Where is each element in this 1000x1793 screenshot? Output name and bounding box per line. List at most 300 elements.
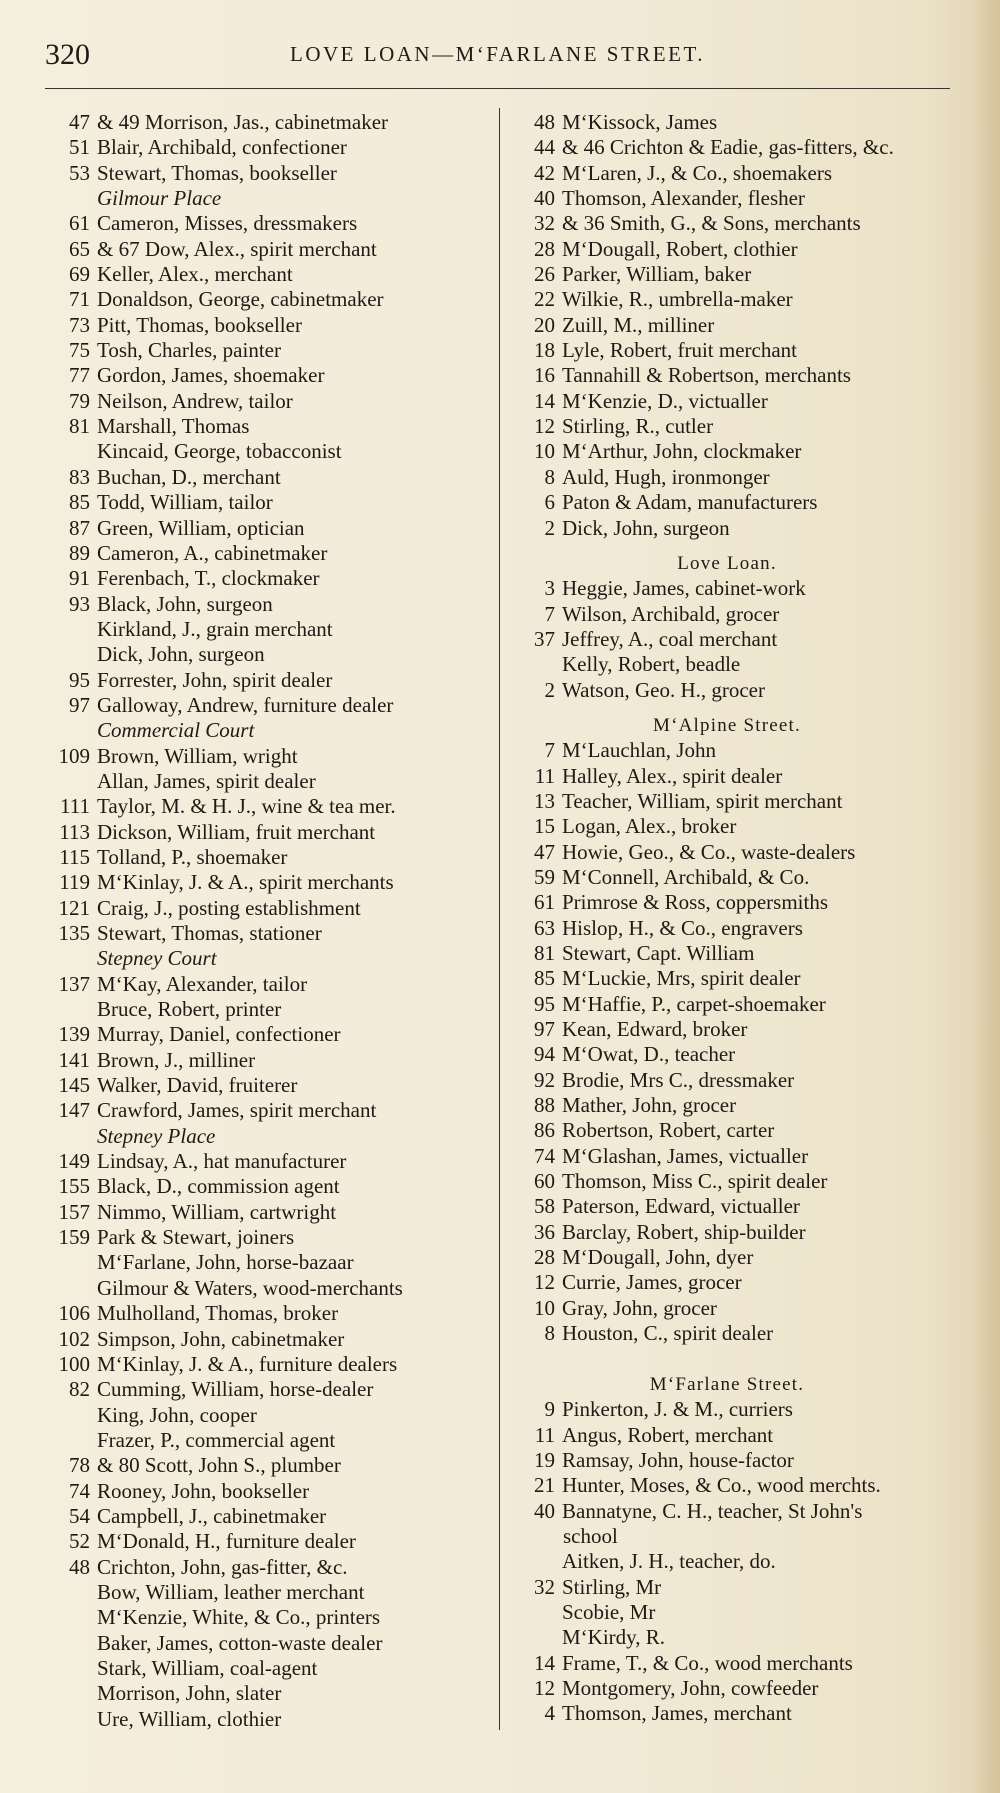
entry-text: M‘Farlane, John, horse-bazaar (97, 1250, 354, 1275)
directory-entry (503, 789, 951, 814)
entry-text: & 46 Crichton & Eadie, gas-fitters, &c. (562, 135, 894, 160)
entry-text: & 49 Morrison, Jas., cabinetmaker (97, 110, 389, 134)
entry-text: Forrester, John, spirit dealer (97, 667, 333, 692)
sub-location-label: Stepney Court (97, 946, 217, 971)
directory-entry (48, 794, 494, 819)
directory-entry (48, 1428, 494, 1453)
directory-entry (48, 1149, 494, 1174)
entry-text: Barclay, Robert, ship-builder (562, 1219, 806, 1244)
house-number: 147 (58, 1098, 90, 1123)
directory-entry (503, 1600, 951, 1625)
house-number: 139 (58, 1022, 90, 1047)
directory-entry (48, 769, 494, 794)
house-number: 74 (534, 1143, 555, 1168)
entry-text: & 80 Scott, John S., plumber (97, 1453, 341, 1478)
house-number: 53 (69, 160, 90, 185)
directory-entry (48, 668, 494, 693)
entry-text: Dickson, William, fruit merchant (97, 819, 376, 844)
directory-entry (503, 439, 951, 464)
entry-text: Mather, John, grocer (562, 1093, 737, 1118)
entry-text: Halley, Alex., spirit dealer (562, 763, 783, 788)
directory-entry (48, 946, 494, 971)
directory-entry (503, 840, 951, 865)
house-number: 78 (69, 1453, 90, 1478)
house-number: 97 (69, 692, 90, 717)
entry-text: Rooney, John, bookseller (97, 1478, 310, 1503)
house-number: 81 (534, 941, 555, 965)
house-number: 2 (544, 515, 555, 540)
house-number: 141 (58, 1047, 90, 1072)
house-number: 48 (534, 110, 555, 134)
directory-entry (48, 1605, 494, 1630)
sub-location-label: Stepney Place (97, 1123, 216, 1148)
entry-text: Crichton, John, gas-fitter, &c. (97, 1554, 348, 1579)
entry-text: Walker, David, fruiterer (97, 1073, 298, 1098)
house-number: 63 (534, 915, 555, 940)
entry-text: Currie, James, grocer (562, 1270, 742, 1295)
directory-entry (48, 1403, 494, 1428)
house-number: 7 (544, 738, 555, 763)
house-number: 79 (69, 388, 90, 413)
entry-text: Wilson, Archibald, grocer (562, 601, 780, 626)
directory-entry (48, 1301, 494, 1326)
street-heading: M‘Alpine Street. (653, 714, 801, 736)
entry-text: Thomson, James, merchant (562, 1701, 792, 1726)
house-number: 28 (534, 1245, 555, 1270)
house-number: 86 (534, 1118, 555, 1143)
directory-entry (503, 1017, 951, 1042)
entry-text: Bannatyne, C. H., teacher, St John's (562, 1498, 863, 1523)
sub-location-label: Gilmour Place (97, 186, 222, 211)
house-number: 135 (58, 921, 90, 945)
entry-text: Watson, Geo. H., grocer (562, 677, 765, 702)
directory-entry (503, 916, 951, 941)
entry-text: Kirkland, J., grain merchant (97, 616, 333, 641)
entry-text: Jeffrey, A., coal merchant (562, 626, 778, 651)
house-number: 89 (69, 540, 90, 565)
directory-entry (503, 110, 951, 135)
directory-entry (48, 1048, 494, 1073)
entry-text: M‘Laren, J., & Co., shoemakers (562, 160, 833, 185)
entry-text: M‘Lauchlan, John (562, 738, 716, 763)
directory-entry (48, 237, 494, 262)
house-number: 15 (534, 814, 555, 839)
directory-entry (503, 992, 951, 1017)
house-number: 119 (59, 870, 90, 895)
entry-text: M‘Kinlay, J. & A., spirit merchants (97, 870, 394, 895)
directory-entry (503, 186, 951, 211)
entry-text: Donaldson, George, cabinetmaker (97, 287, 384, 312)
page-edge-shadow (970, 0, 1000, 1793)
entry-text: Lindsay, A., hat manufacturer (97, 1149, 347, 1174)
house-number: 59 (534, 864, 555, 889)
directory-entry (503, 1270, 951, 1295)
entry-text: Kelly, Robert, beadle (562, 652, 741, 677)
house-number: 19 (534, 1447, 555, 1472)
house-number: 36 (534, 1219, 555, 1244)
directory-entry (503, 941, 951, 966)
directory-entry (503, 1296, 951, 1321)
directory-entry (48, 896, 494, 921)
house-number: 51 (69, 135, 90, 160)
house-number: 81 (69, 414, 90, 439)
house-number: 83 (69, 464, 90, 489)
entry-text: Black, John, surgeon (97, 591, 273, 616)
entry-text: Lyle, Robert, fruit merchant (562, 338, 798, 363)
house-number: 115 (59, 844, 90, 869)
directory-entry (48, 439, 494, 464)
entry-text: Galloway, Andrew, furniture dealer (97, 692, 394, 717)
directory-entry (503, 262, 951, 287)
entry-text: Aitken, J. H., teacher, do. (562, 1549, 776, 1574)
directory-entry (503, 1042, 951, 1067)
house-number: 12 (534, 414, 555, 439)
directory-entry (48, 1656, 494, 1681)
directory-entry (503, 1245, 951, 1270)
entry-text: Dick, John, surgeon (562, 515, 730, 540)
entry-text: Nimmo, William, cartwright (97, 1199, 337, 1224)
directory-entry (503, 576, 951, 601)
house-number: 28 (534, 236, 555, 261)
running-title: LOVE LOAN—M‘FARLANE STREET. (290, 42, 705, 66)
directory-entry (503, 135, 951, 160)
directory-entry (503, 1701, 951, 1726)
directory-entry (48, 516, 494, 541)
entry-text: Tosh, Charles, painter (97, 338, 281, 363)
directory-entry (503, 313, 951, 338)
house-number: 12 (534, 1270, 555, 1295)
directory-entry (503, 1194, 951, 1219)
entry-text: M‘Kenzie, White, & Co., printers (97, 1605, 381, 1630)
directory-entry (503, 1068, 951, 1093)
directory-entry (48, 1327, 494, 1352)
entry-text: Stirling, Mr (562, 1574, 662, 1599)
entry-text: Cumming, William, horse-dealer (97, 1377, 374, 1402)
house-number: 93 (69, 591, 90, 616)
directory-entry (48, 1479, 494, 1504)
directory-entry (48, 718, 494, 743)
entry-text: Angus, Robert, merchant (562, 1422, 774, 1447)
directory-entry (48, 845, 494, 870)
street-heading: Love Loan. (677, 552, 777, 574)
directory-entry (503, 678, 951, 703)
entry-text: M‘Owat, D., teacher (562, 1042, 736, 1067)
entry-text: Gilmour & Waters, wood-merchants (97, 1275, 403, 1300)
directory-entry (503, 1423, 951, 1448)
house-number: 40 (534, 1498, 555, 1523)
house-number: 102 (58, 1326, 90, 1351)
house-number: 32 (534, 211, 555, 236)
directory-entry (48, 1707, 494, 1732)
directory-entry (503, 814, 951, 839)
entry-text: Brown, William, wright (97, 743, 298, 768)
entry-text: M‘Dougall, Robert, clothier (562, 236, 798, 261)
sub-location-label: Commercial Court (97, 718, 255, 743)
directory-entry (48, 642, 494, 667)
house-number: 71 (69, 287, 90, 312)
entry-text: Brown, J., milliner (97, 1047, 256, 1072)
directory-entry (48, 338, 494, 363)
house-number: 149 (58, 1149, 90, 1174)
entry-text: Kean, Edward, broker (562, 1017, 748, 1042)
entry-text: Taylor, M. & H. J., wine & tea mer. (97, 794, 396, 819)
house-number: 58 (534, 1194, 555, 1219)
directory-entry (48, 465, 494, 490)
entry-text: & 36 Smith, G., & Sons, merchants (562, 211, 861, 236)
directory-entry (503, 287, 951, 312)
house-number: 3 (544, 576, 555, 601)
entry-text: Todd, William, tailor (97, 490, 273, 515)
directory-entry (503, 363, 951, 388)
house-number: 10 (534, 1295, 555, 1320)
directory-entry (48, 1631, 494, 1656)
directory-entry (48, 1504, 494, 1529)
directory-entry (48, 1580, 494, 1605)
entry-text: Thomson, Alexander, flesher (562, 186, 805, 211)
house-number: 85 (534, 966, 555, 991)
directory-entry (503, 414, 951, 439)
directory-entry (48, 1377, 494, 1402)
house-number: 6 (544, 490, 555, 515)
entry-text: Ferenbach, T., clockmaker (97, 566, 320, 591)
entry-text: Teacher, William, spirit merchant (562, 788, 843, 813)
house-number: 9 (544, 1397, 555, 1422)
directory-entry (48, 1681, 494, 1706)
page-header (45, 38, 950, 74)
entry-text: Auld, Hugh, ironmonger (562, 464, 770, 489)
house-number: 22 (534, 287, 555, 312)
directory-entry (48, 921, 494, 946)
entry-text: Stewart, Capt. William (562, 941, 755, 965)
directory-entry (48, 389, 494, 414)
house-number: 16 (534, 363, 555, 388)
directory-entry (503, 1448, 951, 1473)
directory-entry (503, 764, 951, 789)
entry-text: Thomson, Miss C., spirit dealer (562, 1169, 828, 1194)
directory-entry (48, 262, 494, 287)
entry-text: Pinkerton, J. & M., curriers (562, 1397, 793, 1422)
entry-text: Frazer, P., commercial agent (97, 1427, 336, 1452)
entry-text: M‘Donald, H., furniture dealer (97, 1529, 356, 1554)
directory-entry (503, 865, 951, 890)
directory-entry (48, 287, 494, 312)
house-number: 85 (69, 490, 90, 515)
directory-entry (48, 592, 494, 617)
directory-entry (503, 1321, 951, 1346)
house-number: 48 (69, 1554, 90, 1579)
house-number: 26 (534, 262, 555, 287)
entry-text: Stewart, Thomas, stationer (97, 921, 322, 945)
house-number: 159 (58, 1225, 90, 1250)
house-number: 21 (534, 1473, 555, 1498)
house-number: 14 (534, 1650, 555, 1675)
directory-entry (503, 237, 951, 262)
directory-entry (48, 744, 494, 769)
house-number: 40 (534, 186, 555, 211)
directory-entry (503, 465, 951, 490)
entry-text: Allan, James, spirit dealer (97, 768, 316, 793)
house-number: 157 (58, 1199, 90, 1224)
house-number: 54 (69, 1503, 90, 1528)
directory-entry (48, 1073, 494, 1098)
entry-text: M‘Arthur, John, clockmaker (562, 439, 802, 464)
house-number: 11 (534, 1422, 555, 1447)
entry-text: M‘Kinlay, J. & A., furniture dealers (97, 1351, 398, 1376)
house-number: 75 (69, 338, 90, 363)
directory-entry (503, 1220, 951, 1245)
column-divider (499, 108, 500, 1730)
entry-text: Logan, Alex., broker (562, 814, 737, 839)
house-number: 73 (69, 312, 90, 337)
entry-text: M‘Kenzie, D., victualler (562, 388, 768, 413)
house-number: 155 (58, 1174, 90, 1199)
entry-text: Zuill, M., milliner (562, 312, 715, 337)
entry-text: Gordon, James, shoemaker (97, 363, 325, 388)
directory-entry (503, 1499, 951, 1524)
entry-text: Park & Stewart, joiners (97, 1225, 295, 1250)
directory-entry (48, 1555, 494, 1580)
directory-entry (48, 1276, 494, 1301)
house-number: 8 (544, 464, 555, 489)
house-number: 74 (69, 1478, 90, 1503)
entry-text: Frame, T., & Co., wood merchants (562, 1650, 853, 1675)
house-number: 87 (69, 515, 90, 540)
entry-text: M‘Kirdy, R. (562, 1625, 666, 1650)
entry-text: Howie, Geo., & Co., waste-dealers (562, 839, 856, 864)
directory-entry (48, 161, 494, 186)
house-number: 109 (58, 743, 90, 768)
directory-entry (503, 1549, 951, 1574)
directory-entry (503, 211, 951, 236)
directory-entry (503, 890, 951, 915)
directory-entry (48, 110, 494, 135)
entry-text: Montgomery, John, cowfeeder (562, 1675, 819, 1700)
directory-entry (48, 1225, 494, 1250)
house-number: 7 (544, 601, 555, 626)
house-number: 12 (534, 1675, 555, 1700)
entry-text: Paton & Adam, manufacturers (562, 490, 818, 515)
house-number: 113 (59, 819, 90, 844)
directory-entry (48, 1453, 494, 1478)
house-number: 13 (534, 788, 555, 813)
entry-text: Tolland, P., shoemaker (97, 844, 288, 869)
street-heading: M‘Farlane Street. (649, 1373, 805, 1395)
entry-text: Black, D., commission agent (97, 1174, 340, 1199)
entry-text: Keller, Alex., merchant (97, 262, 293, 287)
entry-text: Green, William, optician (97, 515, 305, 540)
entry-text: Houston, C., spirit dealer (562, 1321, 774, 1346)
directory-entry (48, 997, 494, 1022)
entry-text: Morrison, John, slater (97, 1681, 282, 1706)
entry-text: Bruce, Robert, printer (97, 997, 282, 1022)
entry-text: King, John, cooper (97, 1402, 257, 1427)
directory-entry (503, 516, 951, 541)
house-number: 11 (534, 763, 555, 788)
entry-text: Cameron, A., cabinetmaker (97, 540, 328, 565)
entry-text: Paterson, Edward, victualler (562, 1194, 800, 1219)
directory-entry (48, 820, 494, 845)
entry-text: Stark, William, coal-agent (97, 1655, 318, 1680)
entry-text: M‘Kissock, James (562, 110, 718, 134)
entry-text: Cameron, Misses, dressmakers (97, 211, 358, 236)
entry-text: Heggie, James, cabinet-work (562, 576, 806, 601)
directory-entry (503, 1524, 951, 1549)
directory-entry (503, 652, 951, 677)
directory-entry (503, 1118, 951, 1143)
entry-text: Primrose & Ross, coppersmiths (562, 890, 828, 915)
house-number: 42 (534, 160, 555, 185)
directory-entry (48, 1352, 494, 1377)
directory-entry (503, 627, 951, 652)
entry-text: Murray, Daniel, confectioner (97, 1022, 341, 1047)
directory-entry (48, 1022, 494, 1047)
house-number: 47 (69, 110, 90, 134)
directory-entry (48, 1174, 494, 1199)
directory-entry (503, 389, 951, 414)
directory-entry (503, 1169, 951, 1194)
entry-text: Blair, Archibald, confectioner (97, 135, 347, 160)
entry-text: Crawford, James, spirit merchant (97, 1098, 377, 1123)
house-number: 92 (534, 1067, 555, 1092)
entry-text: Hislop, H., & Co., engravers (562, 915, 803, 940)
directory-entry (503, 1651, 951, 1676)
house-number: 95 (534, 991, 555, 1016)
house-number: 91 (69, 566, 90, 591)
entry-text: Scobie, Mr (562, 1599, 656, 1624)
directory-entry (48, 541, 494, 566)
directory-entry (48, 693, 494, 718)
house-number: 69 (69, 262, 90, 287)
house-number: 44 (534, 135, 555, 160)
house-number: 14 (534, 388, 555, 413)
house-number: 65 (69, 236, 90, 261)
house-number: 37 (534, 626, 555, 651)
directory-entry (503, 1625, 951, 1650)
entry-text: M‘Dougall, John, dyer (562, 1245, 754, 1270)
entry-text: Wilkie, R., umbrella-maker (562, 287, 793, 312)
house-number: 20 (534, 312, 555, 337)
directory-entry (48, 1250, 494, 1275)
house-number: 77 (69, 363, 90, 388)
directory-entry (503, 1473, 951, 1498)
header-rule (45, 88, 950, 89)
directory-entry (503, 1676, 951, 1701)
entry-text: Pitt, Thomas, bookseller (97, 312, 302, 337)
directory-entry (48, 1200, 494, 1225)
entry-text: Dick, John, surgeon (97, 642, 265, 667)
entry-text: M‘Connell, Archibald, & Co. (562, 864, 810, 889)
directory-entry (48, 363, 494, 388)
directory-entry (503, 490, 951, 515)
directory-entry (48, 313, 494, 338)
page-number: 320 (45, 38, 90, 71)
house-number: 61 (69, 211, 90, 236)
directory-entry (48, 414, 494, 439)
directory-entry (503, 966, 951, 991)
directory-entry (48, 566, 494, 591)
directory-entry (48, 870, 494, 895)
directory-entry (48, 135, 494, 160)
house-number: 82 (69, 1377, 90, 1402)
house-number: 4 (544, 1701, 555, 1726)
entry-text: Craig, J., posting establishment (97, 895, 361, 920)
house-number: 18 (534, 338, 555, 363)
entry-text: Stirling, R., cutler (562, 414, 714, 439)
directory-entry (503, 602, 951, 627)
house-number: 61 (534, 890, 555, 915)
house-number: 52 (69, 1529, 90, 1554)
directory-entry (503, 1144, 951, 1169)
